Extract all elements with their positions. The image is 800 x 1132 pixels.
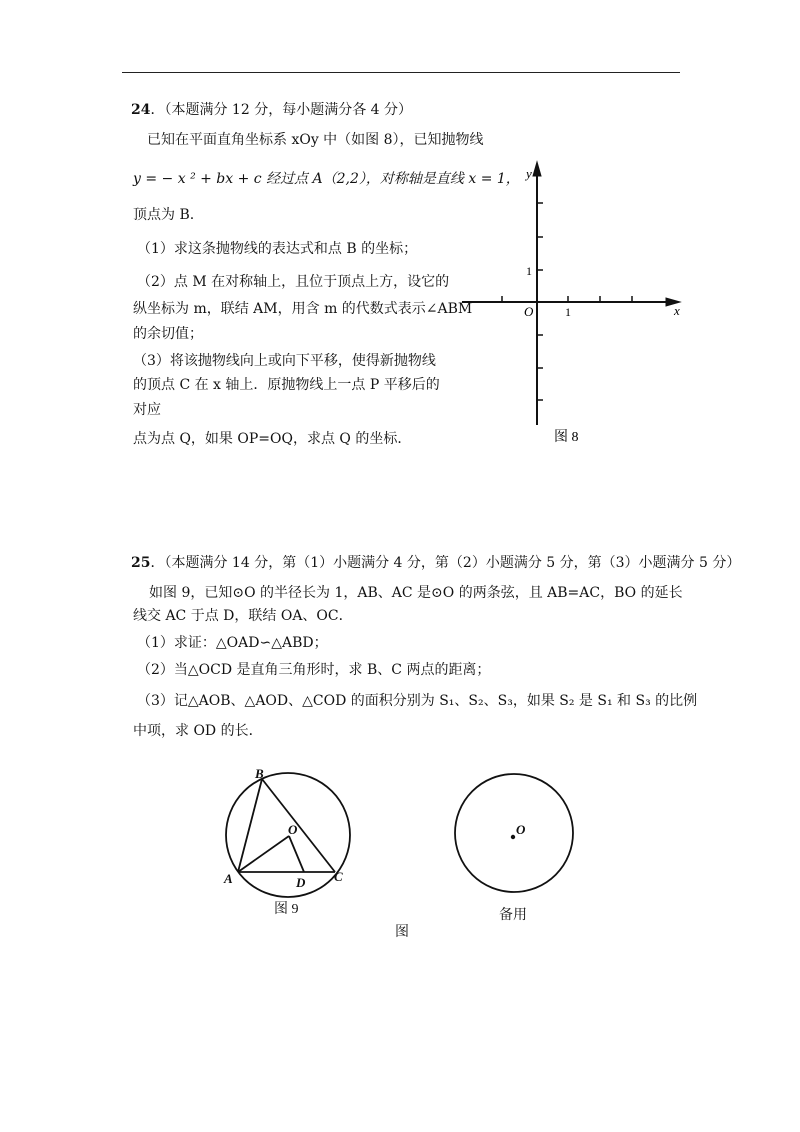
q25-header bbox=[131, 556, 740, 570]
top-rule bbox=[122, 72, 680, 73]
q25-line-1: 如图 9，已知⊙O 的半径长为 1，AB、AC 是⊙O 的两条弦，且 AB=AC，BO 的延长 bbox=[149, 585, 683, 601]
q24-number: 24 bbox=[131, 102, 151, 118]
figure-9-caption: 图 9 bbox=[274, 902, 299, 917]
point-c-label: C bbox=[334, 869, 343, 884]
q25-number: 25 bbox=[131, 555, 151, 571]
q24-line-1: 已知在平面直角坐标系 xOy 中（如图 8），已知抛物线 bbox=[147, 132, 484, 148]
q24-line-3: 顶点为 B. bbox=[133, 207, 195, 223]
y-axis-arrow-icon bbox=[533, 162, 541, 176]
q25-part-2: （2）当△OCD 是直角三角形时，求 B、C 两点的距离； bbox=[137, 662, 491, 678]
figure-9-circle-diagram bbox=[210, 760, 370, 920]
spare-center-label: O bbox=[516, 822, 526, 837]
point-d-label: D bbox=[296, 875, 306, 890]
q24-part-1: （1）求这条抛物线的表达式和点 B 的坐标； bbox=[137, 241, 418, 257]
point-o-label: O bbox=[288, 822, 298, 837]
spare-circle-diagram bbox=[445, 765, 585, 930]
segment-od bbox=[289, 836, 304, 872]
figure-8-coordinate-plane bbox=[440, 150, 690, 460]
y-axis-label: y bbox=[526, 166, 532, 181]
q24-part-3-cont2: 对应 bbox=[133, 402, 161, 418]
q25-part-3-end: 中项，求 OD 的长． bbox=[133, 723, 263, 739]
q24-header bbox=[131, 103, 412, 117]
x-tick-1-label: 1 bbox=[565, 305, 571, 319]
q24-line-2: y = − x ² + bx + c 经过点 A（2,2），对称轴是直线 x = 1， bbox=[133, 171, 520, 187]
spare-caption: 备用 bbox=[499, 908, 527, 923]
q25-part-1: （1）求证：△OAD∽△ABD； bbox=[137, 635, 328, 651]
q24-part-2: （2）点 M 在对称轴上，且位于顶点上方，设它的 bbox=[137, 274, 450, 290]
y-tick-1-label: 1 bbox=[526, 264, 532, 278]
q25-part-3: （3）记△AOB、△AOD、△COD 的面积分别为 S₁、S₂、S₃，如果 S₂ 是 S₁ 和 S₃ 的比例 bbox=[137, 693, 698, 709]
q24-part-2-end: 的余切值； bbox=[133, 326, 203, 342]
point-b-label: B bbox=[255, 766, 264, 781]
q25-line-2: 线交 AC 于点 D，联结 OA、OC． bbox=[133, 608, 353, 624]
x-axis-label: x bbox=[674, 303, 680, 318]
q24-header-text: ．（本题满分 12 分，每小题满分各 4 分） bbox=[150, 102, 413, 118]
spare-caption-line-2: 图 bbox=[395, 924, 409, 940]
origin-label: O bbox=[524, 304, 534, 319]
figure-8-caption: 图 8 bbox=[554, 430, 579, 445]
q24-part-2-cont: 纵坐标为 m，联结 AM，用含 m 的代数式表示∠ABM bbox=[133, 301, 473, 317]
q24-part-3-end: 点为点 Q，如果 OP=OQ，求点 Q 的坐标． bbox=[133, 431, 412, 447]
center-dot bbox=[511, 835, 515, 839]
q24-part-3: （3）将该抛物线向上或向下平移，使得新抛物线 bbox=[133, 353, 436, 369]
spare-circle bbox=[455, 774, 573, 892]
point-a-label: A bbox=[224, 871, 233, 886]
q24-part-3-cont: 的顶点 C 在 x 轴上．原抛物线上一点 P 平移后的 bbox=[133, 377, 440, 393]
q25-header-text: ．（本题满分 14 分，第（1）小题满分 4 分，第（2）小题满分 5 分，第（3）小题满分 5 分） bbox=[150, 555, 741, 571]
